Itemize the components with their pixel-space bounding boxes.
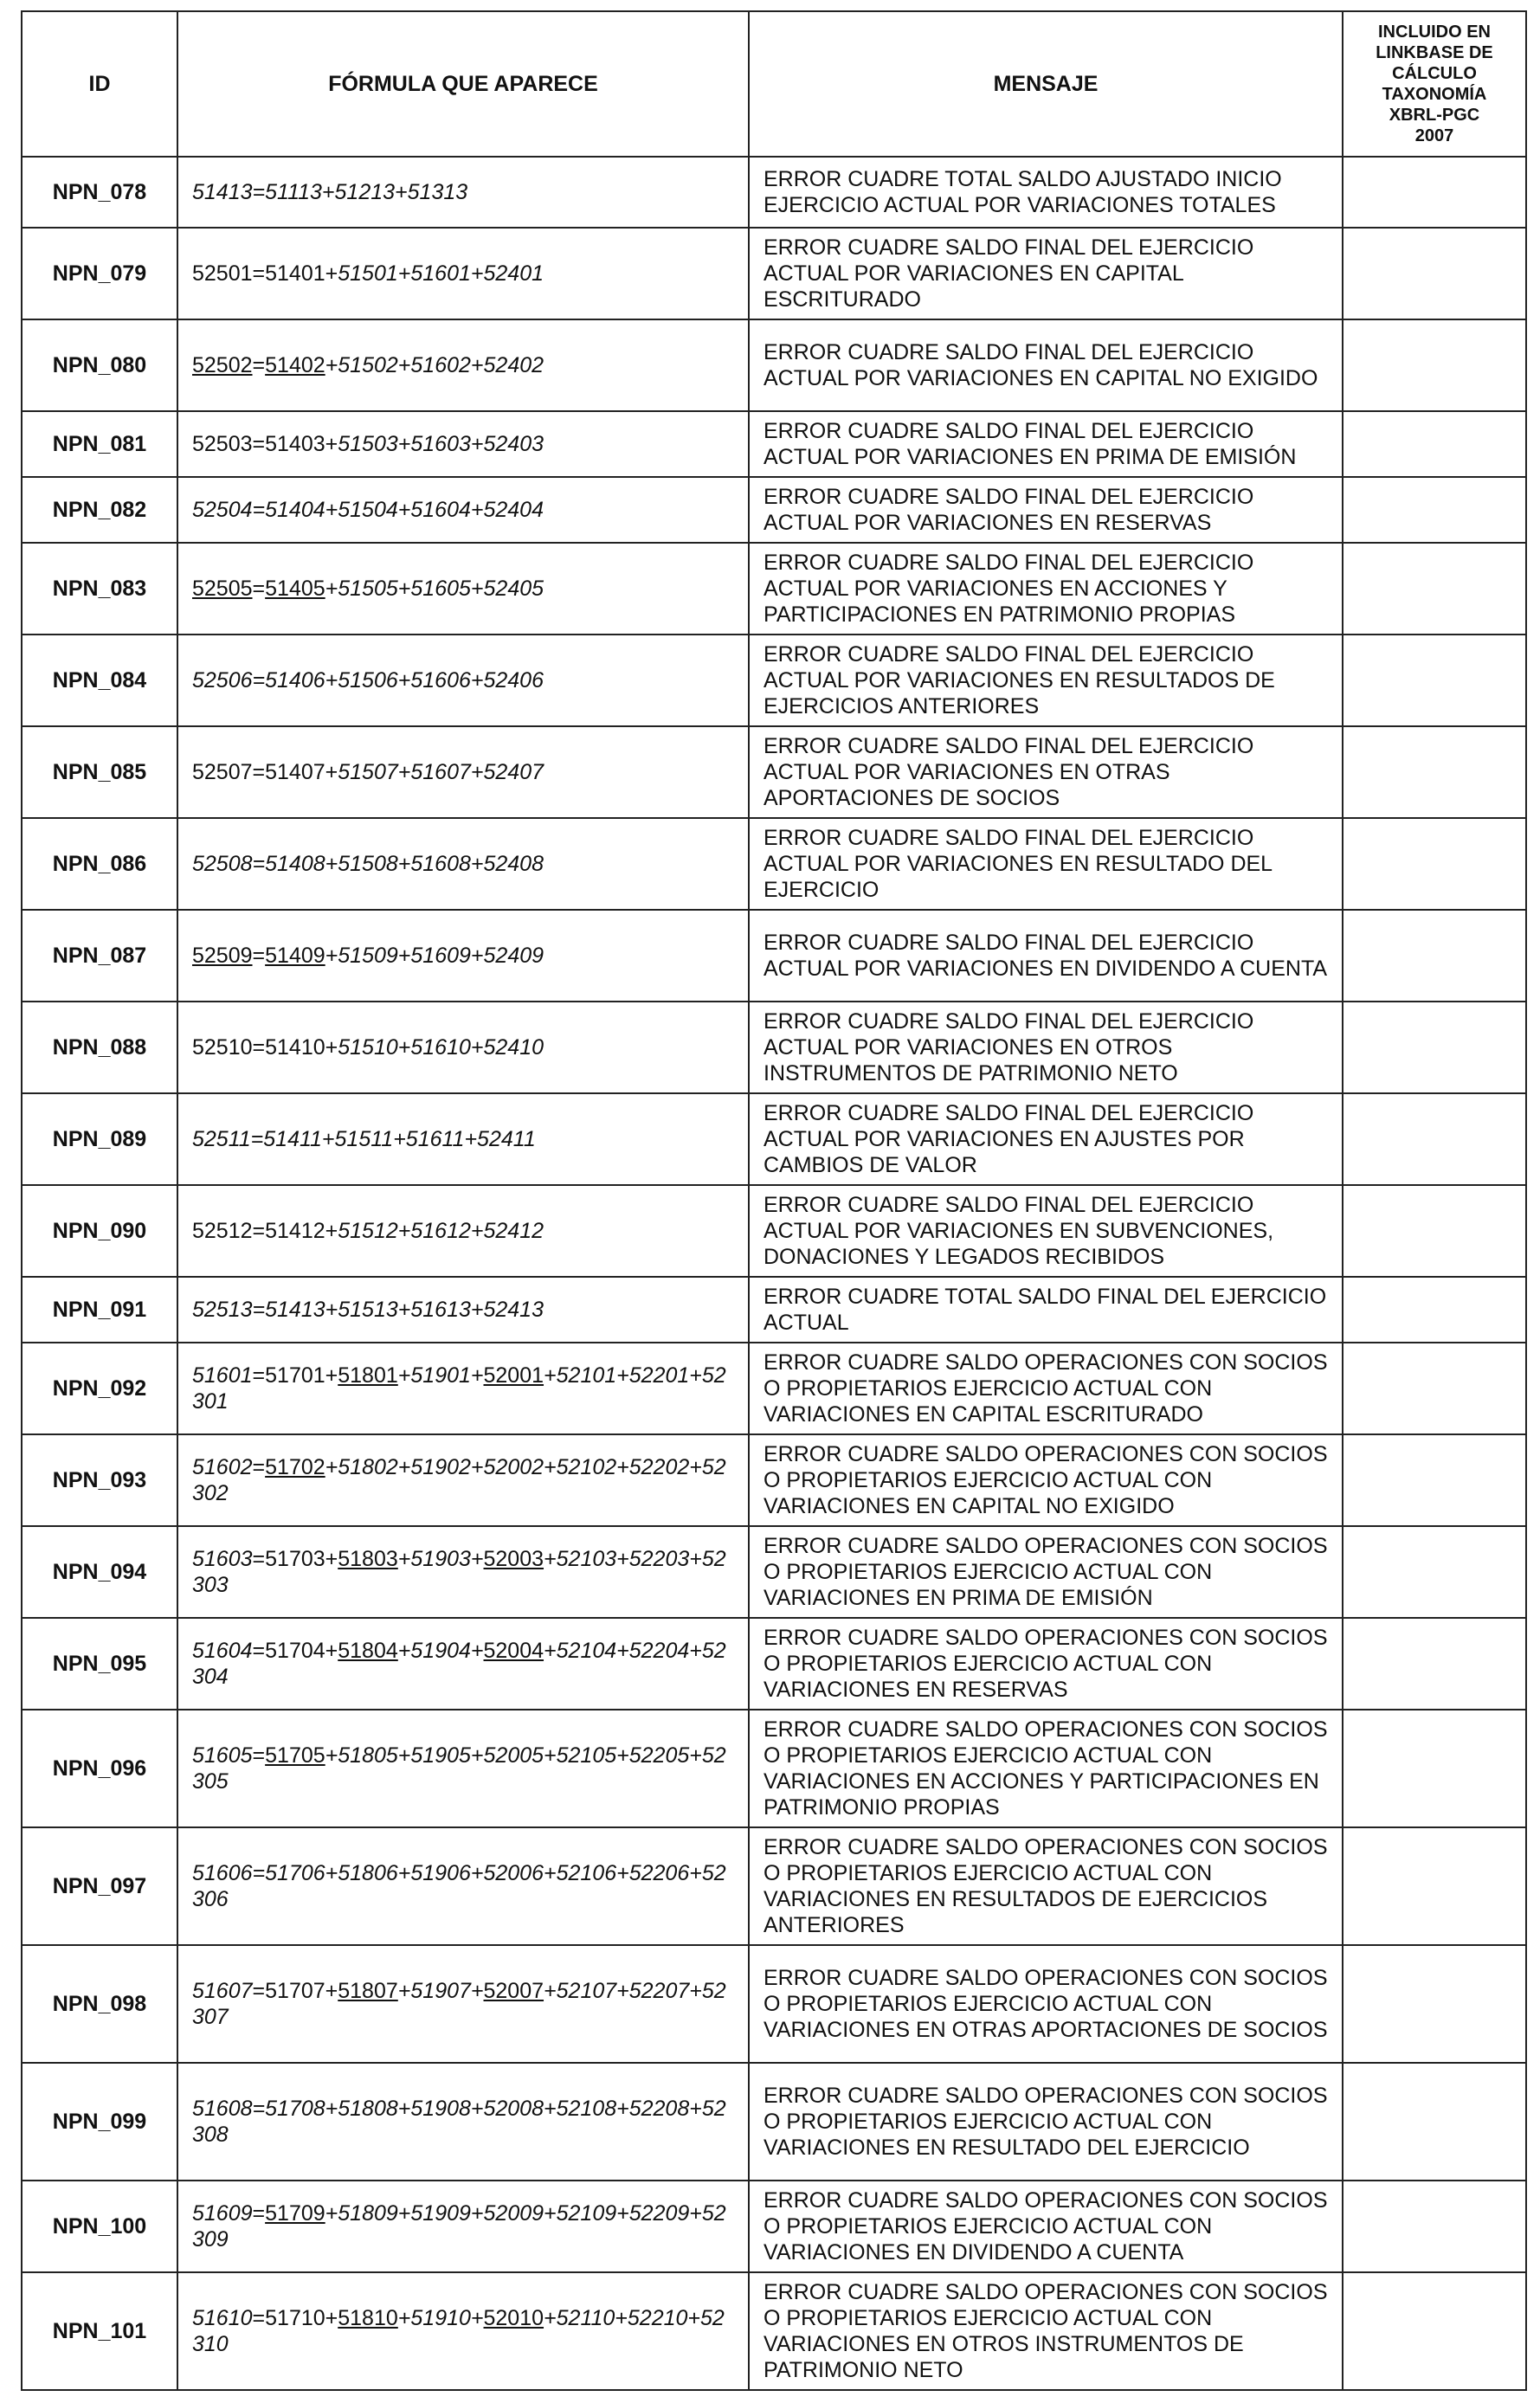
formula-segment: 51510+51610+52410: [338, 1035, 544, 1060]
formula-segment: 52001: [483, 1363, 544, 1388]
row-formula: [177, 635, 749, 726]
formula-segment: =: [252, 2201, 266, 2226]
row-message: ERROR CUADRE SALDO FINAL DEL EJERCICIO ACTUAL POR VARIACIONES EN OTRAS APORTACIONES DE SOCIOS: [749, 726, 1343, 818]
row-message: ERROR CUADRE SALDO FINAL DEL EJERCICIO ACTUAL POR VARIACIONES EN RESULTADOS DE EJERCICIOS ANTERIORES: [749, 635, 1343, 726]
formula-segment: 51606=51706+51806+51906+52006+52106+52206+52306: [192, 1861, 726, 1911]
table-row: [22, 818, 1526, 910]
row-id: NPN_080: [22, 319, 177, 411]
formula-segment: =: [252, 944, 266, 968]
row-linkbase: [1343, 1618, 1526, 1710]
row-formula: [177, 2063, 749, 2181]
row-formula: [177, 1277, 749, 1343]
table-row: [22, 910, 1526, 1002]
formula-segment: =51710+: [252, 2306, 338, 2330]
formula-segment: 51503+51603+52403: [338, 432, 544, 456]
formula-segment: 51512+51612+52412: [338, 1219, 544, 1243]
header-linkbase-line: XBRL-PGC: [1389, 106, 1480, 125]
formula-segment: 51803: [338, 1547, 398, 1571]
formula-segment: 51709: [265, 2201, 325, 2226]
row-message: ERROR CUADRE SALDO FINAL DEL EJERCICIO ACTUAL POR VARIACIONES EN RESULTADO DEL EJERCICIO: [749, 818, 1343, 910]
row-linkbase: [1343, 2063, 1526, 2181]
table-row: [22, 1093, 1526, 1185]
row-linkbase: [1343, 910, 1526, 1002]
row-formula: [177, 1526, 749, 1618]
formula-segment: +52103+52203+52303: [192, 1547, 726, 1597]
row-linkbase: [1343, 1093, 1526, 1185]
formula-segment: 51603: [192, 1547, 253, 1571]
row-id: NPN_086: [22, 818, 177, 910]
formula-segment: =51707+: [252, 1979, 338, 2003]
formula-segment: 51605: [192, 1743, 253, 1768]
formula-segment: 51804: [338, 1639, 398, 1663]
formula-segment: 52509: [192, 944, 253, 968]
table-row: [22, 319, 1526, 411]
formula-segment: 52010: [483, 2306, 544, 2330]
table-row: [22, 2181, 1526, 2272]
row-linkbase: [1343, 157, 1526, 228]
row-formula: [177, 1093, 749, 1185]
formula-segment: =: [252, 353, 266, 377]
formula-segment: +51505+51605+52405: [325, 577, 544, 601]
formula-segment: +51509+51609+52409: [325, 944, 544, 968]
header-linkbase: [1343, 11, 1526, 157]
row-linkbase: [1343, 1827, 1526, 1945]
row-formula: [177, 1434, 749, 1526]
row-id: NPN_096: [22, 1710, 177, 1827]
header-linkbase-line: LINKBASE DE: [1376, 43, 1493, 62]
row-id: NPN_085: [22, 726, 177, 818]
table-row: [22, 228, 1526, 319]
row-message: ERROR CUADRE SALDO FINAL DEL EJERCICIO ACTUAL POR VARIACIONES EN PRIMA DE EMISIÓN: [749, 411, 1343, 477]
formula-segment: +51809+51909+52009+52109+52209+52309: [192, 2201, 726, 2252]
formula-segment: 51807: [338, 1979, 398, 2003]
formula-segment: +51910+: [397, 2306, 484, 2330]
row-formula: [177, 1827, 749, 1945]
header-linkbase-line: 2007: [1414, 126, 1454, 145]
formula-segment: =51701+: [252, 1363, 338, 1388]
formula-segment: +51805+51905+52005+52105+52205+52305: [192, 1743, 726, 1794]
header-linkbase-line: TAXONOMÍA: [1382, 85, 1487, 104]
row-id: NPN_093: [22, 1434, 177, 1526]
formula-segment: 52507=51407+: [192, 760, 338, 784]
row-formula: [177, 1185, 749, 1277]
rules-table: [21, 10, 1527, 2391]
formula-segment: 52007: [483, 1979, 544, 2003]
table-row: [22, 411, 1526, 477]
table-row: [22, 1002, 1526, 1093]
row-formula: [177, 2181, 749, 2272]
row-formula: [177, 818, 749, 910]
row-message: ERROR CUADRE TOTAL SALDO AJUSTADO INICIO EJERCICIO ACTUAL POR VARIACIONES TOTALES: [749, 157, 1343, 228]
formula-segment: 52003: [483, 1547, 544, 1571]
row-linkbase: [1343, 818, 1526, 910]
header-linkbase-line: CÁLCULO: [1392, 64, 1477, 83]
row-formula: [177, 1002, 749, 1093]
row-linkbase: [1343, 228, 1526, 319]
formula-segment: 52004: [483, 1639, 544, 1663]
formula-segment: 52506=51406+51506+51606+52406: [192, 668, 544, 693]
table-row: [22, 1945, 1526, 2063]
table-body: [22, 157, 1526, 2390]
formula-segment: =: [252, 1455, 266, 1479]
formula-segment: 52501=51401+: [192, 261, 338, 286]
formula-segment: +51802+51902+52002+52102+52202+52302: [192, 1455, 726, 1505]
formula-segment: 51608=51708+51808+51908+52008+52108+52208+52308: [192, 2097, 726, 2147]
row-linkbase: [1343, 543, 1526, 635]
formula-segment: 51810: [338, 2306, 398, 2330]
table-row: [22, 2063, 1526, 2181]
row-message: ERROR CUADRE SALDO OPERACIONES CON SOCIOS O PROPIETARIOS EJERCICIO ACTUAL CON VARIACIONES EN RESERVAS: [749, 1618, 1343, 1710]
row-message: ERROR CUADRE SALDO OPERACIONES CON SOCIOS O PROPIETARIOS EJERCICIO ACTUAL CON VARIACIONES EN RESULTADOS DE EJERCICIOS ANTERIORES: [749, 1827, 1343, 1945]
table-row: [22, 1526, 1526, 1618]
row-id: NPN_088: [22, 1002, 177, 1093]
formula-segment: +52101+52201+52301: [192, 1363, 726, 1414]
row-id: NPN_083: [22, 543, 177, 635]
row-id: NPN_091: [22, 1277, 177, 1343]
table-row: [22, 1277, 1526, 1343]
row-message: ERROR CUADRE SALDO OPERACIONES CON SOCIOS O PROPIETARIOS EJERCICIO ACTUAL CON VARIACIONES EN RESULTADO DEL EJERCICIO: [749, 2063, 1343, 2181]
row-formula: [177, 319, 749, 411]
formula-segment: 51601: [192, 1363, 253, 1388]
formula-segment: 52502: [192, 353, 253, 377]
row-id: NPN_079: [22, 228, 177, 319]
formula-segment: 51402: [265, 353, 325, 377]
formula-segment: 51602: [192, 1455, 253, 1479]
row-message: ERROR CUADRE SALDO FINAL DEL EJERCICIO ACTUAL POR VARIACIONES EN SUBVENCIONES, DONACIONES Y LEGADOS RECIBIDOS: [749, 1185, 1343, 1277]
formula-segment: 51501+51601+52401: [338, 261, 544, 286]
row-message: ERROR CUADRE SALDO OPERACIONES CON SOCIOS O PROPIETARIOS EJERCICIO ACTUAL CON VARIACIONES EN CAPITAL NO EXIGIDO: [749, 1434, 1343, 1526]
row-id: NPN_089: [22, 1093, 177, 1185]
row-message: ERROR CUADRE TOTAL SALDO FINAL DEL EJERCICIO ACTUAL: [749, 1277, 1343, 1343]
formula-segment: =51704+: [252, 1639, 338, 1663]
formula-segment: 51705: [265, 1743, 325, 1768]
row-formula: [177, 228, 749, 319]
row-formula: [177, 543, 749, 635]
row-id: NPN_095: [22, 1618, 177, 1710]
formula-segment: 52505: [192, 577, 253, 601]
formula-segment: 52512=51412+: [192, 1219, 338, 1243]
table-row: [22, 726, 1526, 818]
row-linkbase: [1343, 1343, 1526, 1434]
row-message: ERROR CUADRE SALDO FINAL DEL EJERCICIO ACTUAL POR VARIACIONES EN ACCIONES Y PARTICIPACIONES EN PATRIMONIO PROPIAS: [749, 543, 1343, 635]
header-message: MENSAJE: [749, 11, 1343, 157]
formula-segment: +51904+: [397, 1639, 484, 1663]
row-formula: [177, 1710, 749, 1827]
row-formula: [177, 910, 749, 1002]
row-message: ERROR CUADRE SALDO OPERACIONES CON SOCIOS O PROPIETARIOS EJERCICIO ACTUAL CON VARIACIONES EN DIVIDENDO A CUENTA: [749, 2181, 1343, 2272]
formula-segment: 51609: [192, 2201, 253, 2226]
formula-segment: 51801: [338, 1363, 398, 1388]
formula-segment: +51903+: [397, 1547, 484, 1571]
table-row: [22, 1710, 1526, 1827]
row-message: ERROR CUADRE SALDO FINAL DEL EJERCICIO ACTUAL POR VARIACIONES EN DIVIDENDO A CUENTA: [749, 910, 1343, 1002]
formula-segment: 51405: [265, 577, 325, 601]
row-message: ERROR CUADRE SALDO FINAL DEL EJERCICIO ACTUAL POR VARIACIONES EN CAPITAL NO EXIGIDO: [749, 319, 1343, 411]
row-formula: [177, 477, 749, 543]
formula-segment: 52503=51403+: [192, 432, 338, 456]
row-message: ERROR CUADRE SALDO OPERACIONES CON SOCIOS O PROPIETARIOS EJERCICIO ACTUAL CON VARIACIONES EN PRIMA DE EMISIÓN: [749, 1526, 1343, 1618]
row-linkbase: [1343, 1945, 1526, 2063]
row-id: NPN_098: [22, 1945, 177, 2063]
row-linkbase: [1343, 1526, 1526, 1618]
row-formula: [177, 411, 749, 477]
row-message: ERROR CUADRE SALDO OPERACIONES CON SOCIOS O PROPIETARIOS EJERCICIO ACTUAL CON VARIACIONES EN ACCIONES Y PARTICIPACIONES EN PATRIMONIO PROPIAS: [749, 1710, 1343, 1827]
table-row: [22, 2272, 1526, 2390]
row-linkbase: [1343, 635, 1526, 726]
formula-segment: 52508=51408+51508+51608+52408: [192, 852, 544, 876]
formula-segment: +51502+51602+52402: [325, 353, 544, 377]
table-row: [22, 477, 1526, 543]
table-row: [22, 1434, 1526, 1526]
row-id: NPN_101: [22, 2272, 177, 2390]
row-linkbase: [1343, 411, 1526, 477]
formula-segment: =51703+: [252, 1547, 338, 1571]
row-linkbase: [1343, 1277, 1526, 1343]
row-linkbase: [1343, 2272, 1526, 2390]
row-linkbase: [1343, 319, 1526, 411]
formula-segment: 52504=51404+51504+51604+52404: [192, 498, 544, 522]
formula-segment: +52107+52207+52307: [192, 1979, 726, 2029]
row-linkbase: [1343, 1185, 1526, 1277]
table-row: [22, 1827, 1526, 1945]
row-linkbase: [1343, 1434, 1526, 1526]
row-id: NPN_092: [22, 1343, 177, 1434]
row-id: NPN_097: [22, 1827, 177, 1945]
table-row: [22, 635, 1526, 726]
header-id: ID: [22, 11, 177, 157]
formula-segment: 51702: [265, 1455, 325, 1479]
row-id: NPN_090: [22, 1185, 177, 1277]
row-message: ERROR CUADRE SALDO FINAL DEL EJERCICIO ACTUAL POR VARIACIONES EN CAPITAL ESCRITURADO: [749, 228, 1343, 319]
row-id: NPN_094: [22, 1526, 177, 1618]
formula-segment: 52513=51413+51513+51613+52413: [192, 1298, 544, 1322]
row-id: NPN_078: [22, 157, 177, 228]
row-formula: [177, 2272, 749, 2390]
row-linkbase: [1343, 726, 1526, 818]
formula-segment: +51901+: [397, 1363, 484, 1388]
formula-segment: =: [252, 1743, 266, 1768]
row-formula: [177, 1945, 749, 2063]
row-id: NPN_100: [22, 2181, 177, 2272]
row-message: ERROR CUADRE SALDO OPERACIONES CON SOCIOS O PROPIETARIOS EJERCICIO ACTUAL CON VARIACIONES EN CAPITAL ESCRITURADO: [749, 1343, 1343, 1434]
row-message: ERROR CUADRE SALDO FINAL DEL EJERCICIO ACTUAL POR VARIACIONES EN OTROS INSTRUMENTOS DE PATRIMONIO NETO: [749, 1002, 1343, 1093]
formula-segment: 51604: [192, 1639, 253, 1663]
formula-segment: +52110+52210+52310: [192, 2306, 725, 2356]
header-linkbase-line: INCLUIDO EN: [1378, 23, 1491, 42]
row-message: ERROR CUADRE SALDO OPERACIONES CON SOCIOS O PROPIETARIOS EJERCICIO ACTUAL CON VARIACIONES EN OTRAS APORTACIONES DE SOCIOS: [749, 1945, 1343, 2063]
formula-segment: 51413=51113+51213+51313: [192, 180, 468, 204]
row-formula: [177, 157, 749, 228]
row-formula: [177, 1618, 749, 1710]
row-id: NPN_087: [22, 910, 177, 1002]
row-message: ERROR CUADRE SALDO FINAL DEL EJERCICIO ACTUAL POR VARIACIONES EN RESERVAS: [749, 477, 1343, 543]
formula-segment: +51907+: [397, 1979, 484, 2003]
row-linkbase: [1343, 1710, 1526, 1827]
row-id: NPN_099: [22, 2063, 177, 2181]
formula-segment: 52511=51411+51511+51611+52411: [192, 1127, 536, 1151]
table-row: [22, 1343, 1526, 1434]
row-id: NPN_081: [22, 411, 177, 477]
formula-segment: 51409: [265, 944, 325, 968]
row-linkbase: [1343, 1002, 1526, 1093]
formula-segment: 52510=51410+: [192, 1035, 338, 1060]
row-linkbase: [1343, 477, 1526, 543]
formula-segment: 51507+51607+52407: [338, 760, 544, 784]
table-row: [22, 157, 1526, 228]
formula-segment: 51610: [192, 2306, 253, 2330]
table-row: [22, 543, 1526, 635]
row-message: ERROR CUADRE SALDO OPERACIONES CON SOCIOS O PROPIETARIOS EJERCICIO ACTUAL CON VARIACIONES EN OTROS INSTRUMENTOS DE PATRIMONIO NETO: [749, 2272, 1343, 2390]
row-id: NPN_082: [22, 477, 177, 543]
table-row: [22, 1185, 1526, 1277]
header-formula: FÓRMULA QUE APARECE: [177, 11, 749, 157]
table-row: [22, 1618, 1526, 1710]
row-linkbase: [1343, 2181, 1526, 2272]
row-formula: [177, 726, 749, 818]
formula-segment: 51607: [192, 1979, 253, 2003]
row-message: ERROR CUADRE SALDO FINAL DEL EJERCICIO ACTUAL POR VARIACIONES EN AJUSTES POR CAMBIOS DE VALOR: [749, 1093, 1343, 1185]
header-row: [22, 11, 1526, 157]
row-id: NPN_084: [22, 635, 177, 726]
row-formula: [177, 1343, 749, 1434]
formula-segment: =: [252, 577, 266, 601]
formula-segment: +52104+52204+52304: [192, 1639, 726, 1689]
